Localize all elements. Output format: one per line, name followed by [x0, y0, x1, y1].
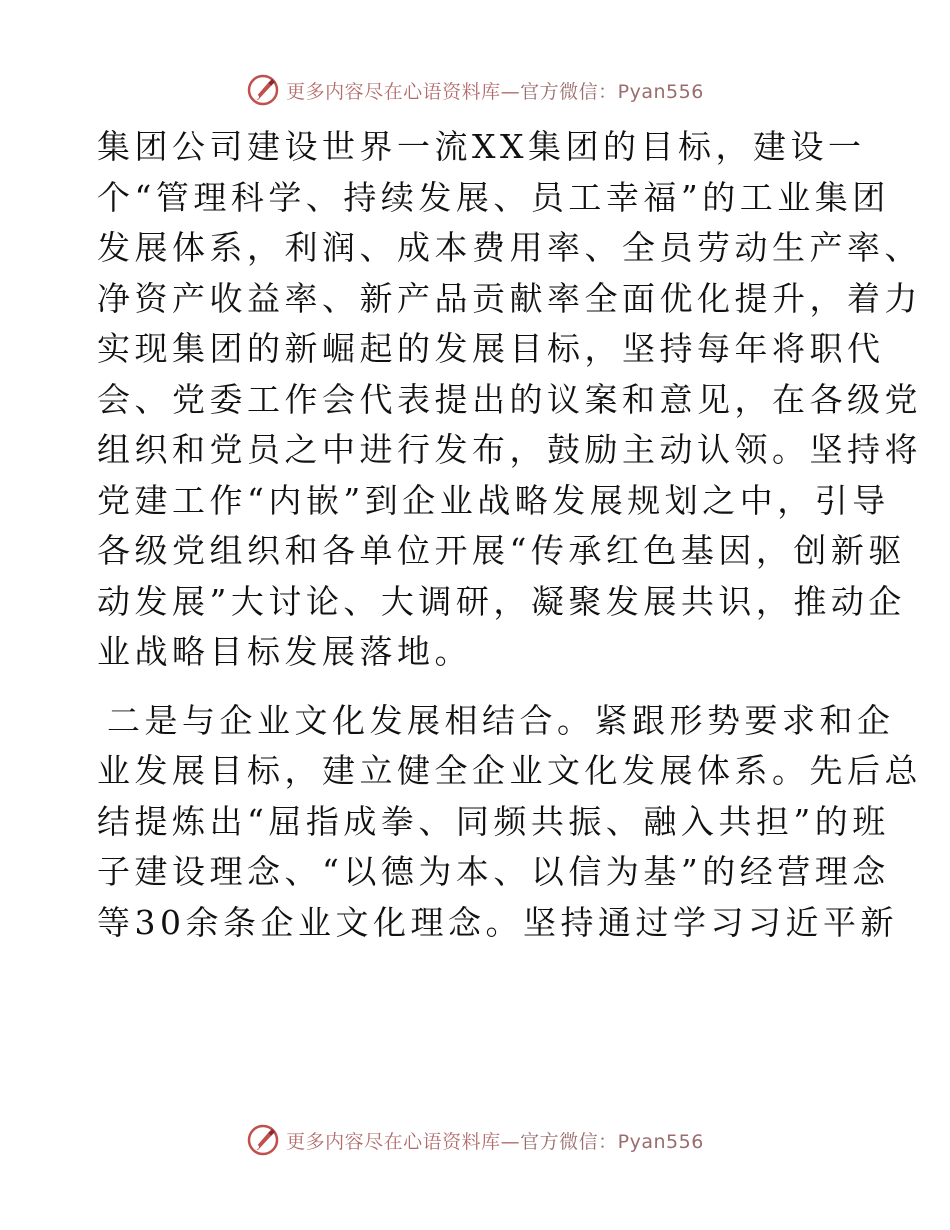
- banner-separator: —: [500, 1130, 521, 1153]
- text-line: 组织和党员之中进行发布，鼓励主动认领。坚持将: [97, 430, 922, 469]
- banner-site-text: 更多内容尽在心语资料库: [286, 80, 501, 103]
- document-body: [97, 122, 922, 948]
- paragraph: [97, 122, 922, 678]
- pen-logo-icon: [246, 73, 280, 107]
- text-line: 党建工作“内嵌”到企业战略发展规划之中，引导: [97, 480, 890, 520]
- text-line: 会、党委工作会代表提出的议案和意见，在各级党: [97, 379, 922, 419]
- text-line: 个“管理科学、持续发展、员工幸福”的工业集团: [97, 177, 890, 217]
- text-line: 二是与企业文化发展相结合。紧跟形势要求和企: [107, 700, 895, 740]
- banner-wechat-text: 官方微信：Pyan556: [520, 1130, 704, 1153]
- text-line: 净资产收益率、新产品贡献率全面优化提升，着力: [97, 278, 922, 318]
- banner-separator: —: [500, 80, 521, 103]
- footer-watermark-banner: [0, 1120, 950, 1160]
- text-line: 业战略目标发展落地。: [97, 632, 472, 671]
- text-line: 发展体系，利润、成本费用率、全员劳动生产率、: [97, 228, 922, 267]
- text-line: 各级党组织和各单位开展“传承红色基因，创新驱: [97, 531, 906, 570]
- text-line: 实现集团的新崛起的发展目标，坚持每年将职代: [97, 329, 885, 368]
- header-watermark-banner: [0, 70, 950, 110]
- pen-logo-icon: [246, 1123, 280, 1157]
- text-line: 等30余条企业文化理念。坚持通过学习习近平新: [97, 902, 898, 942]
- text-line: 子建设理念、“以德为本、以信为基”的经营理念: [97, 852, 890, 891]
- text-line: 结提炼出“屈指成拳、同频共振、融入共担”的班: [97, 801, 890, 841]
- paragraph: [97, 696, 922, 949]
- banner-text: [286, 1127, 704, 1154]
- banner-wechat-text: 官方微信：Pyan556: [520, 80, 704, 103]
- text-line: 动发展”大讨论、大调研，凝聚发展共识，推动企: [97, 581, 906, 621]
- text-line: 业发展目标，建立健全企业文化发展体系。先后总: [97, 751, 922, 790]
- paragraph-gap: [97, 678, 857, 696]
- text-line: 集团公司建设世界一流XX集团的目标，建设一: [97, 127, 866, 166]
- banner-text: [286, 77, 704, 104]
- banner-site-text: 更多内容尽在心语资料库: [286, 1130, 501, 1153]
